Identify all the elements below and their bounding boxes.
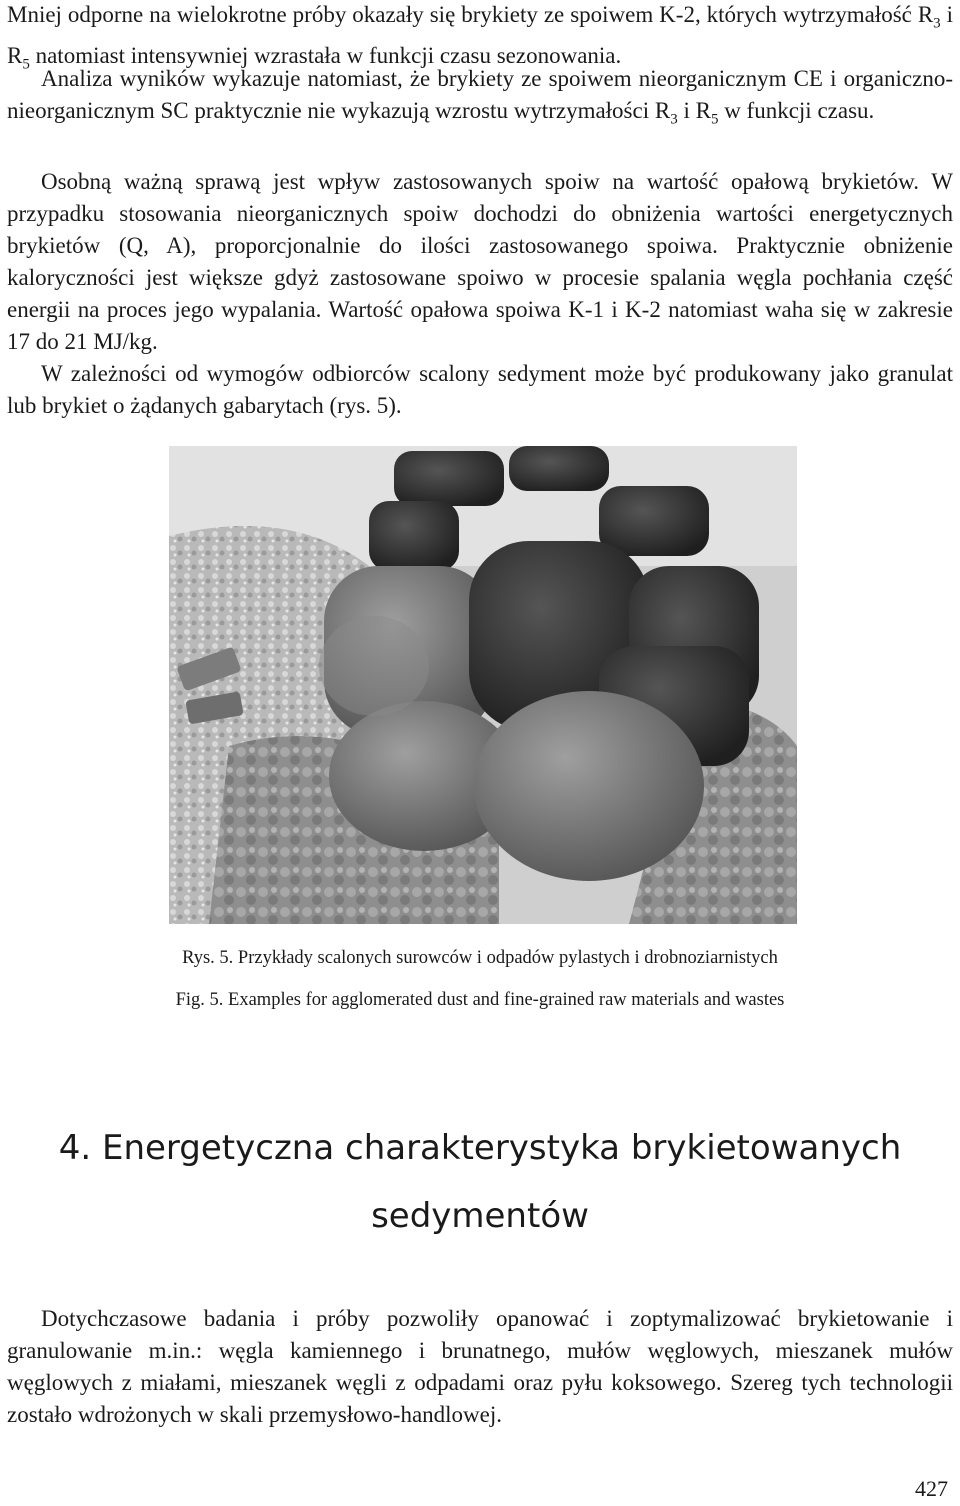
- subscript-3: 3: [670, 111, 678, 128]
- para2-text-a: Analiza wyników wykazuje natomiast, że brykiety ze spoiwem nieorganicznym CE i organiczno-nieorganicznym SC praktycznie nie wykazują wzrostu wytrzymałości R: [7, 66, 953, 123]
- page-number: 427: [915, 1476, 948, 1501]
- para1-text-c: natomiast intensywniej wzrastała w funkcji czasu sezonowania.: [29, 42, 622, 68]
- section-heading-line2: sedymentów: [371, 1196, 589, 1236]
- paragraph-previous-research: Dotychczasowe badania i próby pozwoliły opanować i zoptymalizować brykietowanie i granulowanie m.in.: węgla kamiennego i brunatnego, mułów węglowych, mieszanek mułów węglowych z miałami, mieszanek węgli z odpadami oraz pyłu koksowego. Szereg tych technologii zostało wdrożonych w skali przemysłowo-handlowej.: [7, 1306, 953, 1427]
- subscript-5: 5: [710, 111, 719, 128]
- paragraph-calorific-value: Osobną ważną sprawą jest wpływ zastosowanych spoiw na wartość opałową brykietów. W przypadku stosowania nieorganicznych spoiw dochodzi do obniżenia wartości energetycznych brykietów (Q, A), proporcjonalnie do ilości zastosowanego spoiwa. Praktycznie obniżenie kaloryczności jest większe gdyż zastosowane spoiwo w procesie spalania węgla pochłania część energii na proces jego wypalania. Wartość opałowa spoiwa K-1 i K-2 natomiast waha się w zakresie 17 do 21 MJ/kg.: [7, 169, 953, 354]
- para1-text-a: Mniej odporne na wielokrotne próby okazały się brykiety ze spoiwem K-2, których wytrzymałość R: [7, 2, 934, 27]
- figure-briquettes-photo: [169, 446, 797, 924]
- figure-caption-english: Fig. 5. Examples for agglomerated dust and fine-grained raw materials and wastes: [175, 990, 785, 1010]
- paragraph-analysis: [7, 63, 953, 136]
- para1-text-b: i R: [7, 2, 954, 68]
- subscript-5: 5: [22, 56, 30, 73]
- paragraph-customer-requirements: W zależności od wymogów odbiorców scalony sedyment może być produkowany jako granulat lub brykiet o żądanych gabarytach (rys. 5).: [7, 361, 953, 418]
- figure-caption-polish: Rys. 5. Przykłady scalonych surowców i odpadów pylastych i drobnoziarnistych: [182, 948, 778, 968]
- para2-text-c: w funkcji czasu.: [718, 98, 875, 123]
- section-heading-line1: 4. Energetyczna charakterystyka brykietowanych: [58, 1128, 902, 1168]
- subscript-3: 3: [933, 15, 941, 32]
- para2-text-b: i R: [677, 98, 711, 123]
